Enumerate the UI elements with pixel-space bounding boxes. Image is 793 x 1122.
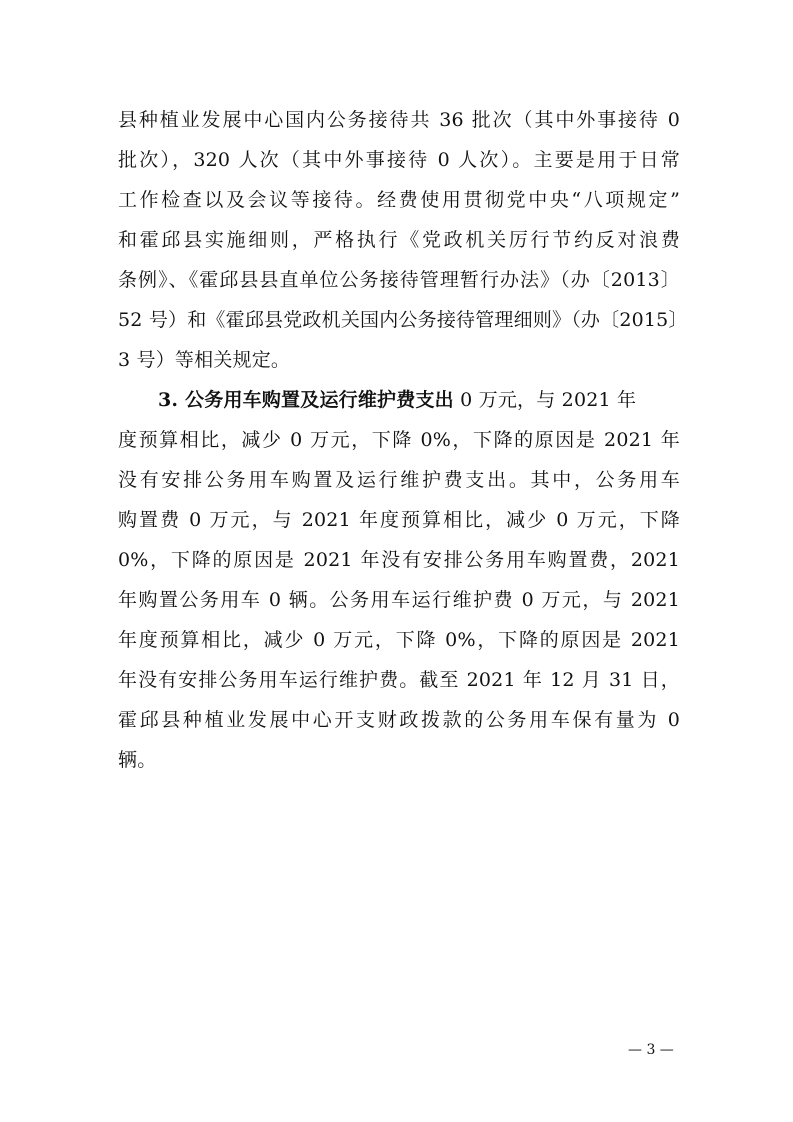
paragraph-line: 年购置公务用车 0 辆。公务用车运行维护费 0 万元，与 2021 <box>118 589 680 611</box>
paragraph-line: 批次），320 人次（其中外事接待 0 人次）。主要是用于日常 <box>118 149 680 171</box>
paragraph-line: 0%，下降的原因是 2021 年没有安排公务用车购置费，2021 <box>118 549 680 571</box>
paragraph-line: 购置费 0 万元，与 2021 年度预算相比，减少 0 万元，下降 <box>118 509 680 531</box>
paragraph-line: 条例》、《霍邱县县直单位公务接待管理暂行办法》（办〔2013〕 <box>118 269 680 291</box>
paragraph-line: 霍邱县种植业发展中心开支财政拨款的公务用车保有量为 0 <box>118 709 680 731</box>
paragraph-reception <box>118 100 688 380</box>
paragraph-line: 3 号）等相关规定。 <box>118 349 291 371</box>
page-number: — 3 — <box>628 1042 674 1058</box>
paragraph-first-line <box>118 380 680 420</box>
heading-continuation: 0 万元，与 2021 年 <box>453 389 637 411</box>
paragraph-line: 度预算相比，减少 0 万元，下降 0%，下降的原因是 2021 年 <box>118 429 680 451</box>
paragraph-line: 和霍邱县实施细则，严格执行《党政机关厉行节约反对浪费 <box>118 229 680 251</box>
paragraph-line: 工作检查以及会议等接待。经费使用贯彻党中央“八项规定” <box>118 189 680 211</box>
paragraph-line: 年度预算相比，减少 0 万元，下降 0%，下降的原因是 2021 <box>118 629 680 651</box>
paragraph-line: 52 号）和《霍邱县党政机关国内公务接待管理细则》（办〔2015〕 <box>118 309 688 331</box>
paragraph-line: 年没有安排公务用车运行维护费。截至 2021 年 12 月 31 日， <box>118 669 680 691</box>
paragraph-line: 辆。 <box>118 749 157 771</box>
paragraph-vehicle <box>118 380 680 780</box>
paragraph-line: 县种植业发展中心国内公务接待共 36 批次（其中外事接待 0 <box>118 109 680 131</box>
document-body <box>118 100 688 780</box>
paragraph-line: 没有安排公务用车购置及运行维护费支出。其中，公务用车 <box>118 469 680 491</box>
section-heading: 3. 公务用车购置及运行维护费支出 <box>158 389 454 411</box>
